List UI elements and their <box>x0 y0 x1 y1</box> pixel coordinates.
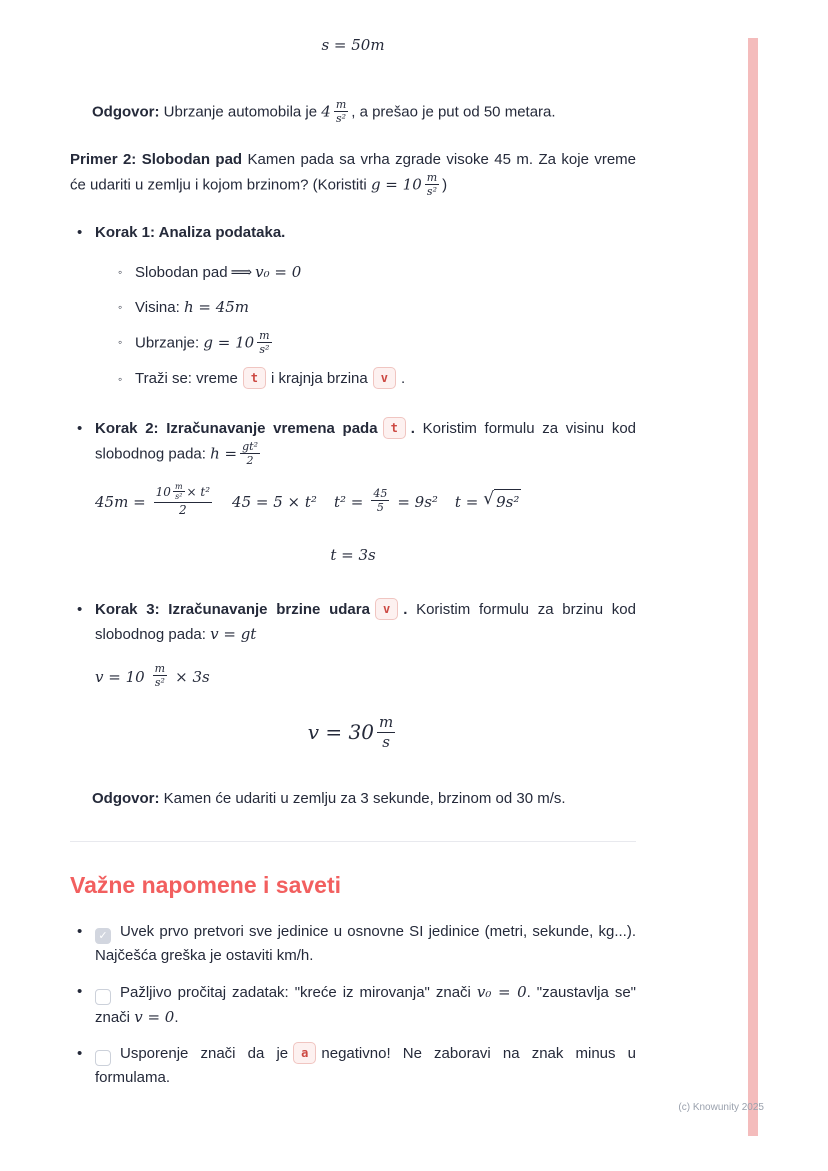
korak-2-text: Koristim formulu za visinu kod slobodnog pada: <box>95 420 637 463</box>
checklist-3-text: Usporenje znači da je <box>120 1045 289 1062</box>
equation-v-30 <box>70 714 636 753</box>
variable-badge-t: t <box>243 367 266 389</box>
copyright-footer: (c) Knowunity 2025 <box>678 1102 764 1113</box>
korak-3-dot: . <box>403 601 408 618</box>
korak-3-text: Koristim formulu za brzinu kod slobodnog pada: <box>95 601 636 643</box>
korak-1-sub-1 <box>70 260 636 285</box>
checklist-2-text-2: . "zaustavlja se" znači <box>95 984 636 1026</box>
answer-2-text: Kamen će udariti u zemlju za 3 sekunde, brzinom od 30 m/s. <box>163 790 566 807</box>
checklist-item-2 <box>70 980 636 1030</box>
korak-3-title: Korak 3: Izračunavanje brzine udara <box>95 601 370 618</box>
answer-2-label: Odgovor: <box>92 790 160 807</box>
answer-1-label: Odgovor: <box>92 103 160 121</box>
equation-step-1 <box>95 484 215 519</box>
checklist-2-period: . <box>174 1009 179 1026</box>
equation-step-4 <box>455 489 521 514</box>
square-root <box>483 489 521 514</box>
fraction-denominator: s² <box>259 343 270 356</box>
document-content <box>70 0 636 1090</box>
equation-step-1 <box>95 663 210 690</box>
sub-4-period: . <box>400 370 406 387</box>
sub-2-math: h = 45m <box>183 298 250 316</box>
checklist-3-text-2: negativno! Ne zaboravi na znak minus u formulama. <box>95 1045 636 1086</box>
answer-1-text-2: , a prešao je put od 50 metara. <box>351 103 556 121</box>
fraction-m-per-s2 <box>334 98 348 125</box>
numerator-coefficient: 10 <box>155 485 171 499</box>
korak-2-equations <box>95 484 636 519</box>
korak-1-item <box>70 221 636 245</box>
fraction-gt2-per-2 <box>240 440 260 467</box>
korak-1-sub-3 <box>70 330 636 357</box>
answer-1-text: Ubrzanje automobila je <box>163 103 318 121</box>
answer-paragraph-1 <box>70 99 636 126</box>
fraction-denominator: s² <box>336 112 347 125</box>
fraction-denominator: s <box>382 733 390 751</box>
korak-2-item <box>70 417 636 468</box>
fraction-denominator: 2 <box>246 454 254 467</box>
radical-icon: √ <box>483 489 495 509</box>
notes-section-heading: Važne napomene i saveti <box>70 872 342 898</box>
fraction-m-per-s <box>377 713 395 752</box>
equation-t-3s <box>70 543 636 568</box>
fraction-denominator: 2 <box>179 503 187 517</box>
variable-badge-v: v <box>375 598 398 620</box>
checklist-2-math-1: v₀ = 0 <box>476 983 527 1001</box>
sub-4-text: Traži se: vreme <box>135 370 238 387</box>
sub-2-text: Visina: <box>135 299 180 316</box>
fraction-numerator: m <box>426 171 438 184</box>
korak-2-math: h = <box>210 444 238 463</box>
equation-text: s = 50m <box>321 36 385 54</box>
fraction-45-per-5 <box>371 487 389 514</box>
korak-2-title: Korak 2: Izračunavanje vremena pada <box>95 420 378 437</box>
sub-1-text: Slobodan pad <box>135 264 228 281</box>
korak-1-sub-2 <box>70 295 636 320</box>
equation-step-2 <box>232 490 317 514</box>
fraction-numerator: m <box>259 329 270 342</box>
checkbox-checked <box>95 928 111 944</box>
fraction-numerator: m <box>335 98 347 111</box>
fraction-denominator: s² <box>426 185 437 198</box>
primer-2-label: Primer 2: Slobodan pad <box>70 151 243 168</box>
checklist-item-3 <box>70 1042 636 1090</box>
equation-text: = 9s² <box>397 492 438 511</box>
section-divider <box>70 841 636 842</box>
sub-3-text: Ubrzanje: <box>135 334 200 352</box>
korak-1-sub-4 <box>70 367 636 391</box>
fraction-m-per-s2 <box>425 171 439 198</box>
answer-1-value: 4 <box>321 102 331 121</box>
fraction-denominator: s² <box>154 676 165 689</box>
equation-text: v = 10 <box>95 667 145 686</box>
equation-text: v = 30 <box>307 719 374 744</box>
primer-2-paragraph <box>70 148 636 199</box>
variable-badge-v: v <box>373 367 396 389</box>
fraction-denominator: s² <box>175 492 183 501</box>
korak-3-equation <box>95 663 636 690</box>
korak-2-dot: . <box>410 420 415 437</box>
sub-1-math: v₀ = 0 <box>255 263 302 281</box>
checklist-2-text: Pažljivo pročitaj zadatak: "kreće iz mirovanja" znači <box>120 984 471 1001</box>
fraction-m-per-s2 <box>173 482 185 501</box>
variable-badge-t: t <box>383 417 406 439</box>
fraction-numerator: m <box>174 482 183 491</box>
fraction-numerator: m <box>379 713 394 731</box>
sub-3-math: g = 10 <box>203 333 255 352</box>
answer-paragraph-2 <box>70 787 636 811</box>
variable-badge-a: a <box>293 1042 316 1064</box>
primer-2-math: g = 10 <box>370 175 422 194</box>
checklist-2-math-2: v = 0 <box>134 1008 175 1026</box>
equation-text: 45 = 5 × t² <box>232 492 317 511</box>
numerator-term: × t² <box>186 485 211 499</box>
fraction-denominator: 5 <box>376 501 384 514</box>
checkbox-unchecked <box>95 1050 111 1066</box>
korak-3-item <box>70 598 636 647</box>
equation-s-50m <box>70 0 636 58</box>
implies-arrow-icon: ⟹ <box>230 263 253 281</box>
korak-3-math: v = gt <box>210 625 257 643</box>
checkbox-unchecked <box>95 989 111 1005</box>
equation-text: × 3s <box>175 667 210 686</box>
equation-text: 45m = <box>95 492 146 511</box>
equation-step-3 <box>334 488 438 515</box>
korak-1-title: Korak 1: Analiza podataka. <box>95 224 286 241</box>
fraction-numerator: gt² <box>242 440 258 453</box>
sub-4-text-2: i krajnja brzina <box>271 370 368 387</box>
equation-text: t = <box>454 492 479 511</box>
equation-text: t = 3s <box>330 546 376 564</box>
fraction-numerator: m <box>154 662 166 675</box>
page-edge-stripe <box>748 38 758 1136</box>
fraction-m-per-s2 <box>153 662 167 689</box>
radicand: 9s² <box>494 489 521 514</box>
check-icon: • ✓ <box>98 930 108 942</box>
complex-fraction <box>154 483 212 518</box>
fraction-numerator: 45 <box>373 487 388 500</box>
checklist-item-1 <box>70 920 636 968</box>
fraction-m-per-s2 <box>257 329 271 356</box>
primer-2-text: Kamen pada sa vrha zgrade visoke 45 m. Za koje vreme će udariti u zemlju i kojom brzinom? (Koristiti <box>70 151 636 194</box>
equation-text: t² = <box>333 492 364 511</box>
checklist-1-text: Uvek prvo pretvori sve jedinice u osnovne SI jedinice (metri, sekunde, kg...). Najčešća greška je ostaviti km/h. <box>95 923 636 964</box>
fraction-numerator <box>154 483 212 503</box>
primer-2-close: ) <box>442 176 448 194</box>
